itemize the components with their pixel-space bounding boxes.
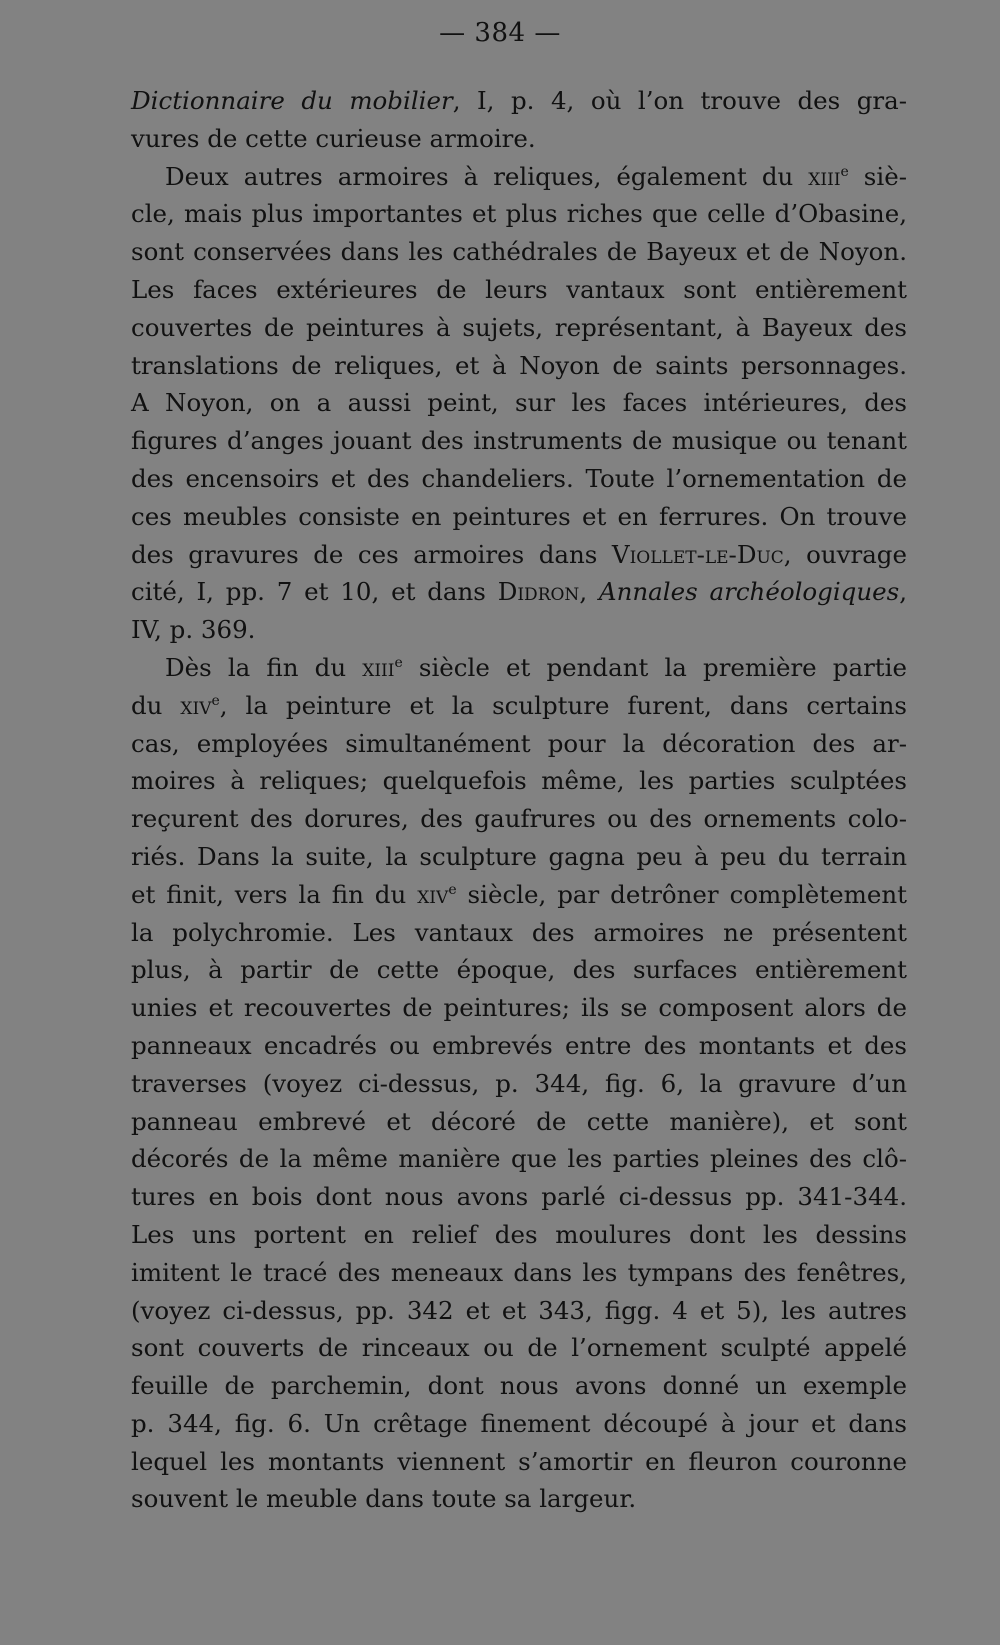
text-line (131, 1367, 907, 1405)
text-line (131, 195, 907, 233)
roman-numeral: xiv (417, 879, 449, 909)
text-segment: souvent le meuble dans toute sa largeur. (131, 1484, 637, 1514)
text-segment: plus, à partir de cette époque, des surfaces entièrement (131, 955, 907, 985)
text-segment: du (131, 690, 181, 720)
text-segment: siècle, par detrôner complètement (456, 879, 908, 909)
roman-numeral: xiv (180, 690, 212, 720)
italic-text: Dictionnaire du mobilier (131, 86, 453, 115)
text-line (131, 1329, 907, 1367)
text-line (131, 1178, 907, 1216)
text-line (131, 1065, 907, 1103)
text-segment: translations de reliques, et à Noyon de saints personnages. (131, 350, 907, 380)
body-text (131, 82, 907, 1518)
text-segment: , ouvrage (783, 539, 907, 569)
roman-numeral: xiii (808, 161, 841, 191)
text-line (131, 422, 907, 460)
text-segment: unies et recouvertes de peintures; ils se composent alors de (131, 993, 907, 1023)
text-segment: des gravures de ces armoires dans (131, 539, 612, 569)
text-line (131, 762, 907, 800)
text-line (131, 1480, 907, 1518)
text-line (131, 1405, 907, 1443)
text-line (131, 384, 907, 422)
italic-text: Annales archéologiques (598, 577, 900, 607)
text-segment: reçurent des dorures, des gaufrures ou des ornements colo- (131, 804, 907, 834)
text-segment: , (899, 577, 908, 607)
text-segment: riés. Dans la suite, la sculpture gagna peu à peu du terrain (131, 841, 907, 871)
text-segment: traverses (voyez ci-dessus, p. 344, fig. 6, la gravure d’un (131, 1068, 907, 1098)
text-line (131, 687, 907, 725)
text-line (131, 120, 907, 158)
text-segment: ces meubles consiste en peintures et en ferrures. On trouve (131, 501, 907, 531)
page-number: — 384 — (439, 18, 561, 48)
text-segment: couvertes de peintures à sujets, représentant, à Bayeux des (131, 312, 907, 342)
text-line (131, 1292, 907, 1330)
text-line (131, 271, 907, 309)
text-segment: Deux autres armoires à reliques, également du (165, 161, 809, 191)
text-segment: moires à reliques; quelquefois même, les parties sculptées (131, 766, 907, 796)
text-line (131, 1140, 907, 1178)
text-segment: p. 344, fig. 6. Un crêtage finement découpé à jour et dans (131, 1408, 907, 1438)
text-line (131, 800, 907, 838)
text-line (131, 611, 907, 649)
superscript: e (394, 654, 403, 671)
text-line (131, 1254, 907, 1292)
superscript: e (211, 692, 220, 709)
text-line (131, 158, 907, 196)
text-segment: siècle et pendant la première partie (402, 652, 907, 682)
text-segment: vures de cette curieuse armoire. (131, 123, 536, 153)
text-line (131, 460, 907, 498)
text-line (131, 649, 907, 687)
text-segment: sont couverts de rinceaux ou de l’ornement sculpté appelé (131, 1333, 907, 1363)
superscript: e (840, 163, 849, 180)
text-segment: la polychromie. Les vantaux des armoires ne présentent (131, 917, 907, 947)
text-segment: et finit, vers la fin du (131, 879, 418, 909)
text-line (131, 1027, 907, 1065)
text-segment: Les uns portent en relief des moulures dont les dessins (131, 1219, 907, 1249)
text-line (131, 1103, 907, 1141)
text-line (131, 1443, 907, 1481)
text-line (131, 347, 907, 385)
text-line (131, 573, 907, 611)
text-segment: cas, employées simultanément pour la décoration des ar- (131, 728, 907, 758)
text-segment: panneau embrevé et décoré de cette manière), et sont (131, 1106, 907, 1136)
text-segment: (voyez ci-dessus, pp. 342 et et 343, figg. 4 et 5), les autres (131, 1295, 907, 1325)
text-segment: siè- (848, 161, 907, 191)
small-caps-name: Viollet-le-Duc (611, 539, 784, 569)
text-line (131, 989, 907, 1027)
text-line (131, 82, 907, 120)
superscript: e (448, 881, 457, 898)
text-line (131, 309, 907, 347)
text-segment: sont conservées dans les cathédrales de Bayeux et de Noyon. (131, 237, 907, 267)
text-segment: tures en bois dont nous avons parlé ci-dessus pp. 341-344. (131, 1182, 907, 1212)
text-segment: A Noyon, on a aussi peint, sur les faces intérieures, des (131, 388, 907, 418)
text-line (131, 536, 907, 574)
text-segment: décorés de la même manière que les parties pleines des clô- (131, 1144, 907, 1174)
text-segment: Les faces extérieures de leurs vantaux sont entièrement (131, 274, 907, 304)
text-segment: figures d’anges jouant des instruments de musique ou tenant (131, 426, 907, 456)
text-line (131, 498, 907, 536)
text-line (131, 876, 907, 914)
text-segment: cité, I, pp. 7 et 10, et dans (131, 577, 498, 607)
text-line (131, 838, 907, 876)
text-segment: cle, mais plus importantes et plus riches que celle d’Obasine, (131, 199, 907, 229)
text-line (131, 914, 907, 952)
text-line (131, 725, 907, 763)
text-segment: , (579, 577, 599, 607)
text-line (131, 233, 907, 271)
text-segment: feuille de parchemin, dont nous avons donné un exemple (131, 1371, 907, 1401)
text-segment: IV, p. 369. (131, 615, 256, 645)
text-line (131, 1216, 907, 1254)
text-segment: , I, p. 4, où l’on trouve des gra- (452, 86, 907, 115)
text-segment: des encensoirs et des chandeliers. Toute l’ornementation de (131, 463, 907, 493)
text-segment: panneaux encadrés ou embrevés entre des montants et des (131, 1030, 907, 1060)
small-caps-name: Didron (497, 577, 580, 607)
text-line (131, 951, 907, 989)
text-segment: imitent le tracé des meneaux dans les tympans des fenêtres, (131, 1257, 907, 1287)
roman-numeral: xiii (362, 652, 395, 682)
text-segment: , la peinture et la sculpture furent, dans certains (219, 690, 907, 720)
text-segment: Dès la fin du (165, 652, 363, 682)
text-segment: lequel les montants viennent s’amortir en fleuron couronne (131, 1446, 907, 1476)
